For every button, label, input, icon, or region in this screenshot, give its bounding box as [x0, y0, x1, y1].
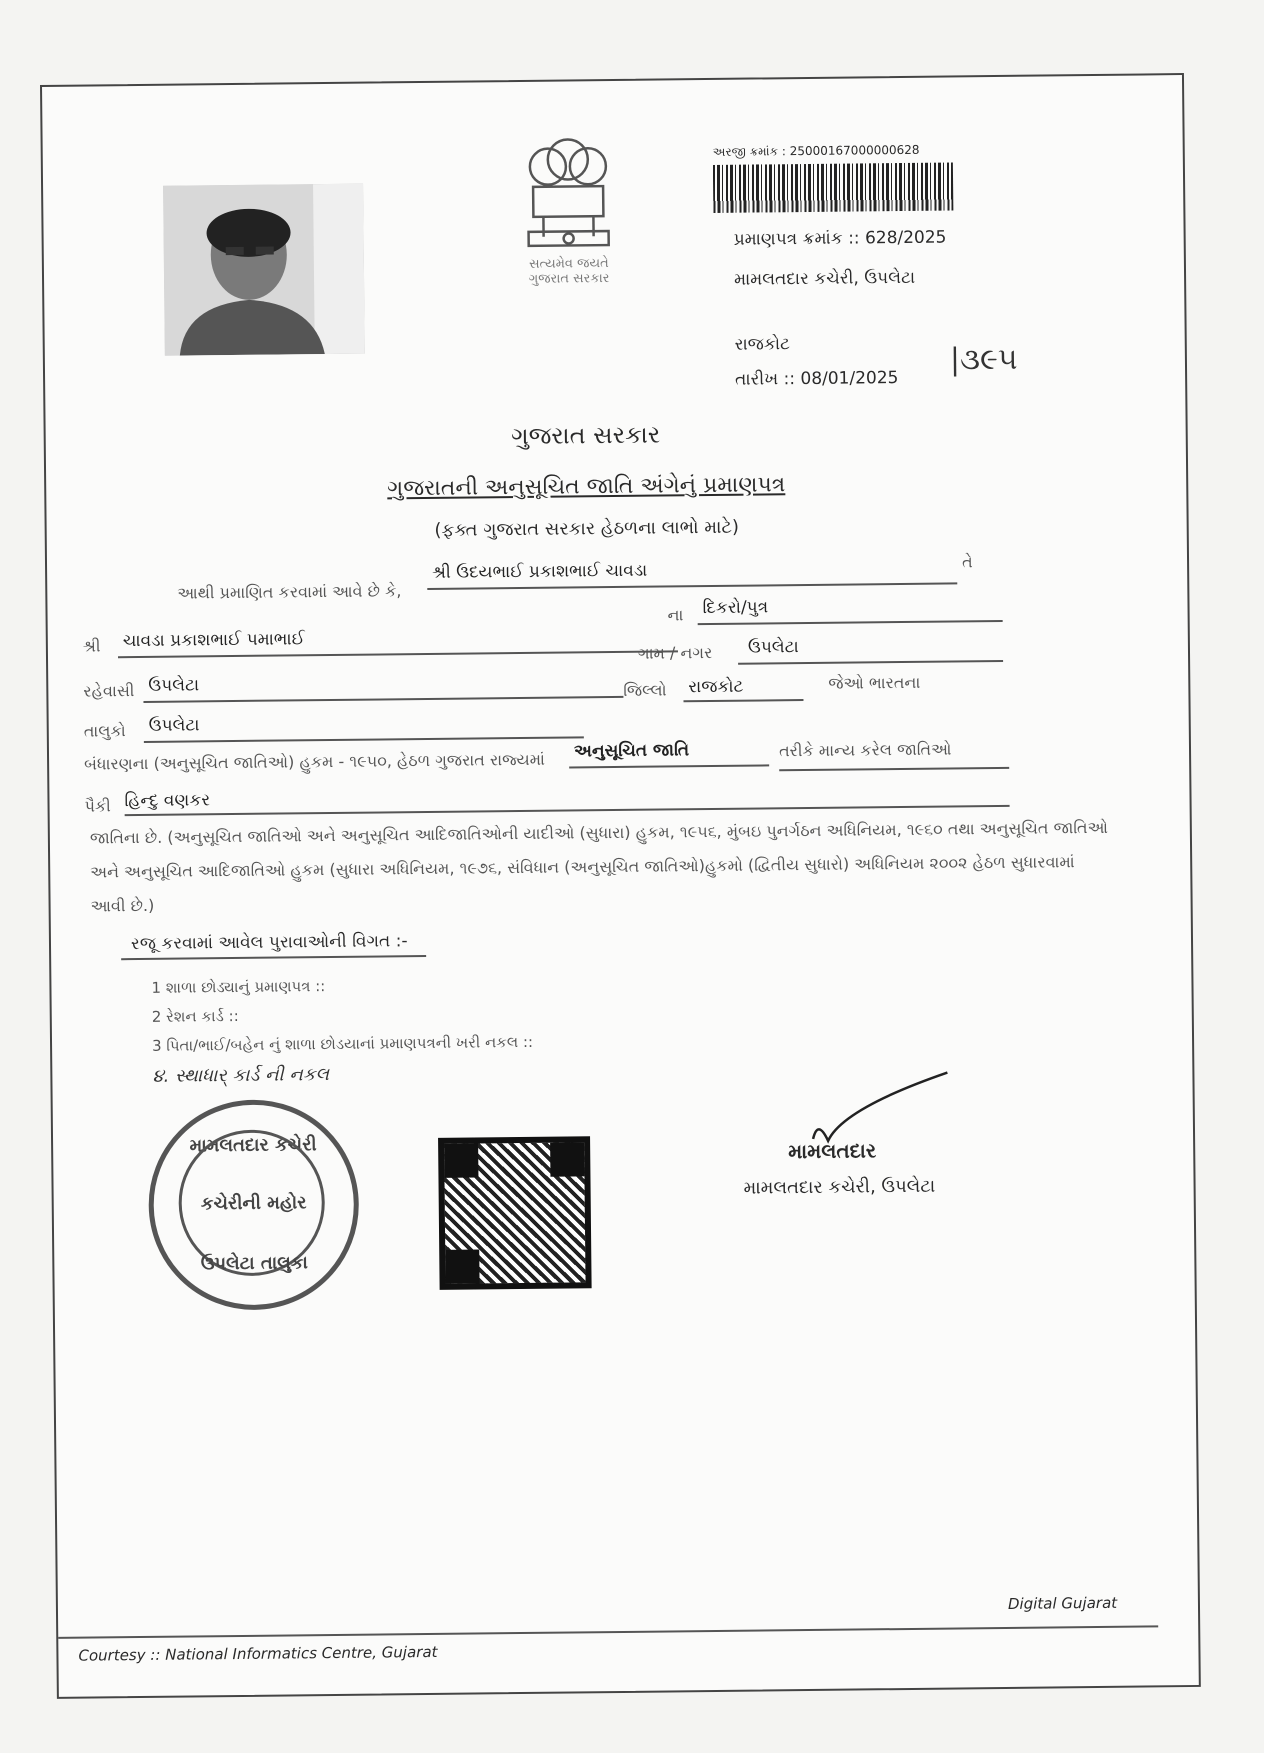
taluka: ઉપલેટા	[148, 715, 200, 736]
recognized-text: તરીકે માન્ય કરેલ જાતિઓ	[778, 739, 952, 761]
evidence-item: 1 શાળા છોડ્યાનું પ્રમાણપત્ર ::	[151, 977, 326, 997]
na-label: ના	[667, 605, 684, 625]
courtesy-text: Courtesy :: National Informatics Centre, Gujarat	[78, 1642, 438, 1665]
certificate-subtitle: (ફક્ત ગુજરાત સરકાર હેઠળના લાભો માટે)	[434, 516, 740, 541]
taluka-label: તાલુકો	[83, 721, 126, 741]
recognized-line	[779, 767, 1009, 771]
handwritten-number: |૩૯૫	[949, 341, 1018, 378]
name-line	[427, 582, 957, 590]
application-number: અરજી ક્રમાંક : 25000167000000628	[712, 142, 920, 159]
taluka-line	[144, 736, 584, 743]
evidence-title: રજૂ કરવામાં આવેલ પુરાવાઓની વિગત :-	[130, 931, 408, 955]
certificate-sheet	[40, 73, 1201, 1699]
district: રાજકોટ	[688, 676, 744, 698]
shri-label: શ્રી	[82, 636, 101, 656]
legal-paragraph: જાતિના છે. (અનુસૂચિત જાતિઓ અને અનુસૂચિત આદિજાતિઓની યાદીઓ (સુધારા) હુકમ, ૧૯૫૬, મુંબઇ પુનર્ગઠન અધિનિયમ, ૧૯૬૦ તથા અનુસૂચિત જાતિઓ અને અનુસૂચિત આદિજાતિઓ હુકમ (સુધારા અધિનિયમ, ૧૯૭૬, સંવિધાન (અનુસૂચિત જાતિઓ)હુકમો (દ્વિતીય સુધારો) અધિનિયમ ૨૦૦૨ હેઠળ સુધારવામાં આવી છે.)	[89, 817, 1108, 916]
constitution-text: બંધારણના (અનુસૂચિત જાતિઓ) હુકમ - ૧૯૫૦, હેઠળ ગુજરાત રાજ્યમાં	[84, 749, 545, 774]
emblem-caption: સત્યમેવ જયતે ગુજરાત સરકાર	[528, 256, 610, 287]
office-seal	[148, 1099, 360, 1311]
te-label: તે	[961, 552, 973, 572]
applicant-name: શ્રી ઉદયભાઈ પ્રકાશભાઈ ચાવડા	[432, 560, 648, 583]
footer-line	[58, 1625, 1158, 1639]
village-line	[738, 660, 1003, 665]
caste-category: અનુસૂચિત જાતિ	[573, 740, 690, 762]
city: રાજકોટ	[734, 334, 791, 355]
barcode	[713, 162, 953, 213]
signature	[782, 1068, 953, 1150]
signatory-title: મામલતદાર	[788, 1138, 877, 1164]
resident: ઉપલેટા	[148, 675, 200, 696]
category-line	[569, 764, 769, 768]
village-label: ગામ / નગર	[637, 642, 713, 663]
relation-line	[698, 620, 1003, 625]
india-label: જેઓ ભારતના	[828, 672, 921, 693]
district-label: જિલ્લો	[623, 680, 667, 700]
applicant-photo	[163, 184, 365, 356]
village: ઉપલેટા	[747, 637, 799, 658]
evidence-title-line	[121, 955, 426, 960]
evidence-item: 2 રેશન કાર્ડ ::	[151, 1006, 239, 1026]
evidence-item: 3 પિતા/ભાઈ/બહેન નું શાળા છોડયાનાં પ્રમાણપત્રની ખરી નકલ ::	[151, 1032, 534, 1055]
district-line	[683, 699, 803, 702]
resident-label: રહેવાસી	[83, 681, 135, 701]
handwritten-evidence: ૪. સ્થાધાર્ કાર્ડ ની નકલ	[152, 1064, 330, 1087]
digital-gujarat-label: Digital Gujarat	[1007, 1593, 1118, 1613]
father-name: ચાવડા પ્રકાશભાઈ પમાભાઈ	[122, 629, 305, 652]
father-line	[118, 650, 678, 658]
qr-code	[438, 1136, 592, 1290]
issue-date: તારીખ :: 08/01/2025	[735, 368, 899, 390]
issuing-office: મામલતદાર કચેરી, ઉપલેટા	[733, 267, 916, 290]
certificate-number: પ્રમાણપત્ર ક્રમાંક :: 628/2025	[733, 227, 947, 250]
gov-title: ગુજરાત સરકાર	[510, 420, 661, 451]
signatory-office: મામલતદાર કચેરી, ઉપલેટા	[743, 1175, 936, 1199]
certify-label: આથી પ્રમાણિત કરવામાં આવે છે કે,	[177, 581, 402, 603]
among-label: પૈકી	[84, 796, 111, 816]
caste: હિન્દુ વણકર	[124, 790, 211, 812]
seal-top-text: મામલતદાર કચેરી	[189, 1134, 317, 1157]
seal-bottom-text: ઉપલેટા તાલુકા	[200, 1252, 309, 1275]
certificate-title: ગુજરાતની અનુસૂચિત જાતિ અંગેનું પ્રમાણપત્ર	[387, 472, 786, 502]
resident-line	[143, 696, 623, 703]
relation: દિકરો/પુત્ર	[702, 597, 769, 619]
seal-middle-text: કચેરીની મહોર	[200, 1192, 307, 1215]
